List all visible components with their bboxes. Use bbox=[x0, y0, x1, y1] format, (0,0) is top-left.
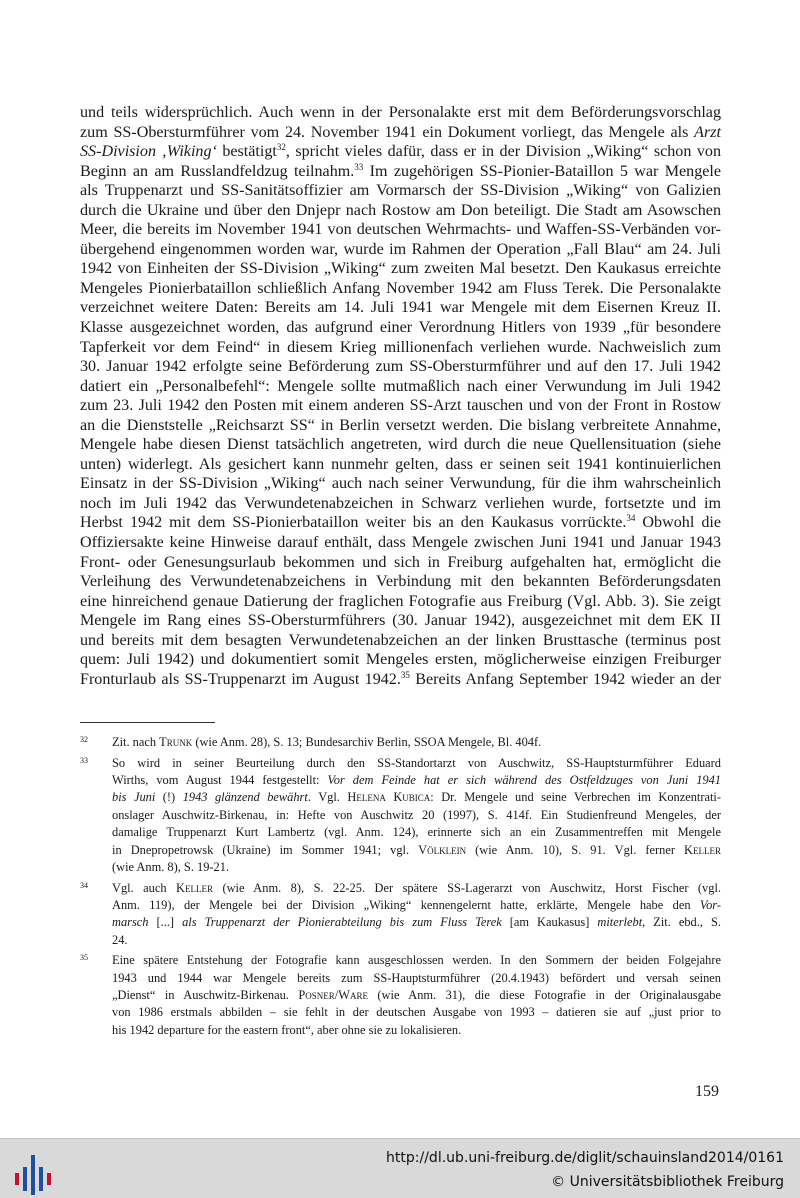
body-text-line: Meer, die bereits im November 1941 von deutschen Wehrmachts- und Waffen-SS-Verbänden vor- bbox=[80, 221, 721, 239]
footnote-line: his 1942 departure for the eastern front“, aber ohne sie zu lokalisieren. bbox=[112, 1022, 462, 1037]
footnote-number: 32 bbox=[80, 735, 88, 744]
body-text-line: Tapferkeit vor dem Feind“ in diesem Krieg millionenfach verliehen wurde. Nachweislich zum bbox=[80, 338, 721, 356]
footnote-reference: 32 bbox=[276, 142, 286, 153]
body-text-line: SS-Division ‚Wiking‘ bestätigt$^{32}$, spricht vieles dafür, dass er in der Division „Wiking“ schon von bbox=[80, 142, 721, 161]
body-text-line: Front- oder Genesungsurlaub bekommen und sich in Freiburg aufgehalten hat, ermöglicht die bbox=[80, 553, 721, 571]
footnote-line: 1943 und 1944 war Mengele bereits zum SS-Hauptsturmführer (20.4.1943) befördert und versah seinen bbox=[112, 970, 721, 985]
body-text-line: Mengele im Rang eines SS-Obersturmführers (30. Januar 1942), ausgezeichnet mit dem EK II bbox=[80, 612, 721, 630]
footnote-reference: 34 bbox=[626, 513, 636, 524]
footnote-line: Wirths, vom August 1944 festgestellt: Vor dem Feinde hat er sich während des Ostfeldzuges von Juni 1941 bbox=[112, 772, 721, 787]
footnote-line: onslager Auschwitz-Birkenau, in: Hefte von Auschwitz 20 (1997), S. 414f. Ein Studienfreund Mengeles, der bbox=[112, 807, 721, 822]
document-url-link[interactable]: http://dl.ub.uni-freiburg.de/diglit/schauinsland2014/0161 bbox=[386, 1150, 784, 1166]
body-text-line: zum SS-Obersturmführer vom 24. November 1941 ein Dokument vorliegt, das Mengele als Arzt bbox=[80, 123, 721, 141]
body-text-line: Herbst 1942 mit dem SS-Pionierbataillon weiter bis an den Kaukasus vorrückte.$^{34}$ Obwohl die bbox=[80, 513, 721, 532]
footnote bbox=[80, 734, 721, 751]
body-text-line: noch im Juli 1942 das Verwundetenabzeichen in Schwarz verliehen wurde, fortsetzte und im bbox=[80, 494, 721, 512]
page-number: 159 bbox=[695, 1083, 719, 1100]
footnote-number: 33 bbox=[80, 755, 88, 765]
body-text-line: Verleihung des Verwundetenabzeichens in Verbindung mit den bekannten Beförderungsdaten bbox=[80, 573, 721, 591]
footnote-line: Anm. 119), der Mengele bei der Division „Wiking“ kennengelernt hatte, erklärte, Mengele habe den Vor- bbox=[112, 897, 721, 912]
footnote bbox=[80, 952, 721, 1039]
footnote-line: marsch [...] als Truppenarzt der Pionierabteilung bis zum Fluss Terek [am Kaukasus] miterlebt, Zit. ebd., S. bbox=[112, 915, 721, 930]
footnote-separator bbox=[80, 722, 215, 723]
body-text-line: übergehend eingenommen worden war, wurde im Rahmen der Operation „Fall Blau“ am 24. Juli bbox=[80, 240, 721, 258]
footnote-line: von 1986 erstmals abbilden – sie fehlt in der deutschen Ausgabe von 1993 – datieren sie auf „just prior to bbox=[112, 1005, 721, 1020]
body-text-line: Offiziersakte keine Hinweise darauf enthält, dass Mengele zwischen Juni 1941 und Januar 1943 bbox=[80, 534, 721, 552]
body-text-line: unten) widerlegt. Als gesichert kann nunmehr gelten, dass er seinen seit 1941 kontinuierlichen bbox=[80, 455, 721, 473]
body-text-line: Beginn an am Russlandfeldzug teilnahm.$^{33}$ Im zugehörigen SS-Pionier-Bataillon 5 war Mengele bbox=[80, 161, 721, 180]
viewer-footer bbox=[0, 1138, 800, 1198]
footnote bbox=[80, 880, 721, 950]
body-text-line: und teils widersprüchlich. Auch wenn in der Personalakte erst mit dem Beförderungsvorschlag bbox=[80, 104, 721, 121]
body-text-line: 30. Januar 1942 erfolgte seine Beförderung zum SS-Obersturmführer und auf den 17. Juli 1942 bbox=[80, 358, 721, 376]
library-logo-icon bbox=[12, 1153, 52, 1197]
body-text-line: Fronturlaub als SS-Truppenarzt im August 1942.35 Bereits Anfang September 1942 wieder an der bbox=[80, 669, 721, 688]
body-text-line: an die Dienststelle „Reichsarzt SS“ in Berlin versetzt werden. Die bislang verbreitete Annahme, bbox=[80, 416, 721, 434]
footnote bbox=[80, 755, 721, 877]
footnote-line: (wie Anm. 8), S. 19-21. bbox=[112, 859, 230, 874]
footnote-number: 34 bbox=[80, 880, 88, 890]
footnote-line: Eine spätere Entstehung der Fotografie kann ausgeschlossen werden. In den Sommern der beiden Folgejahre bbox=[112, 953, 721, 968]
footnote-line: damalige Truppenarzt Kurt Lambertz (vgl. Anm. 124), erinnerte sich an ein Zusammentreffen mit Mengele bbox=[112, 825, 721, 840]
footnote-line: in Dnepropetrowsk (Ukraine) im Sommer 1941; vgl. Völklein (wie Anm. 10), S. 91. Vgl. ferner Keller bbox=[112, 842, 721, 857]
body-text bbox=[80, 103, 721, 689]
body-text-line: datiert ein „Personalbefehl“: Mengele sollte mutmaßlich nach einer Verwundung im Juli 1942 bbox=[80, 377, 721, 395]
footnote-line: 24. bbox=[112, 932, 128, 947]
body-text-line: durch die Ukraine und über den Dnjepr nach Rostow am Don beteiligt. Die Stadt am Asowschen bbox=[80, 201, 721, 219]
body-text-line: Mengeles Pionierbataillon schließlich Anfang November 1942 am Fluss Terek. Die Personalakte bbox=[80, 279, 721, 297]
footnote-number: 35 bbox=[80, 953, 88, 963]
body-text-line: quem: Juli 1942) und dokumentiert somit Mengeles ersten, möglicherweise einzigen Freiburger bbox=[80, 651, 721, 669]
footnote-line: So wird in seiner Beurteilung durch den SS-Standortarzt von Auschwitz, SS-Hauptsturmführer Eduard bbox=[112, 755, 721, 770]
footnote-reference: 35 bbox=[400, 669, 410, 680]
body-text-line: eine hinreichend genaue Datierung der fraglichen Fotografie aus Freiburg (Vgl. Abb. 3). Sie zeigt bbox=[80, 592, 721, 610]
footnote-reference: 33 bbox=[354, 161, 364, 172]
body-text-line: und bereits mit dem besagten Verwundetenabzeichen an der linken Brusttasche (terminus post bbox=[80, 631, 721, 649]
copyright-notice: © Universitätsbibliothek Freiburg bbox=[551, 1174, 784, 1190]
body-text-line: Einsatz in der SS-Division „Wiking“ auch nach seiner Verwundung, für die ihm wahrscheinlich bbox=[80, 475, 721, 493]
footnote-line: „Dienst“ in Auschwitz-Birkenau. Posner/Ware (wie Anm. 31), die diese Fotografie in der Originalausgabe bbox=[112, 988, 721, 1003]
body-text-line: als Truppenarzt und SS-Sanitätsoffizier am Vormarsch der SS-Division „Wiking“ von Galizien bbox=[80, 182, 721, 200]
body-text-line: verzeichnet weitere Daten: Bereits am 14. Juli 1941 war Mengele mit dem Eisernen Kreuz II. bbox=[80, 299, 721, 317]
body-text-line: 1942 von Einheiten der SS-Division „Wiking“ zum zweiten Mal besetzt. Den Kaukasus erreichte bbox=[80, 260, 721, 278]
footnote-line: Zit. nach Trunk (wie Anm. 28), S. 13; Bundesarchiv Berlin, SSOA Mengele, Bl. 404f. bbox=[112, 735, 542, 749]
body-text-line: Klasse ausgezeichnet worden, das aufgrund einer Verordnung Hitlers von 1939 „für besondere bbox=[80, 319, 721, 337]
footnote-line: Vgl. auch Keller (wie Anm. 8), S. 22-25. Der spätere SS-Lagerarzt von Auschwitz, Horst Fischer (vgl. bbox=[112, 880, 721, 895]
body-text-line: Mengele habe diesen Dienst tatsächlich angetreten, wird durch die neue Quellensituation (siehe bbox=[80, 436, 721, 454]
body-text-line: zum 23. Juli 1942 den Posten mit einem anderen SS-Arzt tauschen und von der Front in Rostow bbox=[80, 397, 721, 415]
footnote-line: bis Juni (!) 1943 glänzend bewährt. Vgl. Helena Kubica: Dr. Mengele und seine Verbrechen im Konzentrati- bbox=[112, 790, 721, 805]
footnotes bbox=[80, 734, 721, 1042]
